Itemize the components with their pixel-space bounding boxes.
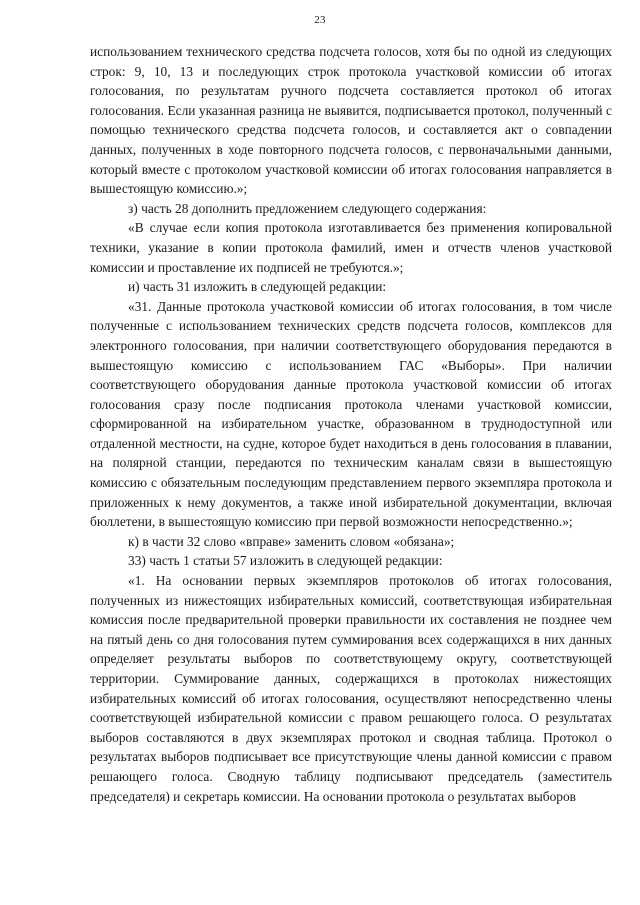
document-body bbox=[90, 42, 612, 806]
paragraph-part-31: «31. Данные протокола участковой комиссии об итогах голосования, в том числе полученные с использованием технических средств подсчета голосов, комплексов для электронного голосования, при наличии соответствующего оборудования передаются в вышестоящую комиссию с использованием ГАС «Выборы». При наличии соответствующего оборудования данные протокола участковой комиссии об итогах голосования сразу после подписания протокола членами участковой комиссии, сформированной на избирательном участке, образованном в труднодоступной или отдаленной местности, на судне, которое будет находиться в день голосования в плавании, на полярной станции, передаются по техническим каналам связи в вышестоящую комиссию с обязательным последующим представлением первого экземпляра протокола и приложенных к нему документов, а также иной избирательной документации, включая бюллетени, в вышестоящую комиссию при первой возможности непосредственно.»; bbox=[90, 298, 612, 530]
page-number: 23 bbox=[314, 14, 326, 26]
paragraph-quote-copy: «В случае если копия протокола изготавливается без применения копировальной техники, указание в копии протокола фамилий, имен и отчеств членов участковой комиссии и проставление их подписей не требуются.»; bbox=[90, 220, 612, 275]
paragraph-continuation: использованием технического средства подсчета голосов, хотя бы по одной из следующих строк: 9, 10, 13 и последующих строк протокола участковой комиссии об итогах голосования, по результатам ручного подсчета составляется протокол об итогах голосования. Если указанная разница не выявится, подписывается протокол, полученный с помощью технического средства подсчета голосов, и составляется акт о совпадении данных, полученных в ходе повторного подсчета голосов, с первоначальными данными, который вместе с протоколом участковой комиссии об итогах голосования направляется в вышестоящую комиссию.»; bbox=[90, 44, 612, 197]
paragraph-item-i: и) часть 31 изложить в следующей редакции: bbox=[128, 279, 387, 295]
paragraph-part-1-article-57: «1. На основании первых экземпляров протоколов об итогах голосования, полученных из нижестоящих избирательных комиссий, соответствующая избирательная комиссия после предварительной проверки правильности их составления не позднее чем на пятый день со дня голосования путем суммирования всех содержащихся в них данных определяет результаты выборов по соответствующему округу, соответствующей территории. Суммирование данных, содержащихся в протоколах нижестоящих избирательных комиссий об итогах голосования, осуществляют непосредственно члены соответствующей избирательной комиссии с правом решающего голоса. О результатах выборов составляются в двух экземплярах протокол и сводная таблица. Протокол о результатах выборов подписывает все присутствующие члены данной комиссии с правом решающего голоса. Сводную таблицу подписывают председатель (заместитель председателя) и секретарь комиссии. На основании протокола о результатах выборов bbox=[90, 573, 612, 804]
paragraph-item-33: 33) часть 1 статьи 57 изложить в следующей редакции: bbox=[128, 553, 443, 569]
paragraph-item-z: з) часть 28 дополнить предложением следующего содержания: bbox=[128, 200, 487, 216]
paragraph-item-k: к) в части 32 слово «вправе» заменить словом «обязана»; bbox=[128, 533, 455, 549]
